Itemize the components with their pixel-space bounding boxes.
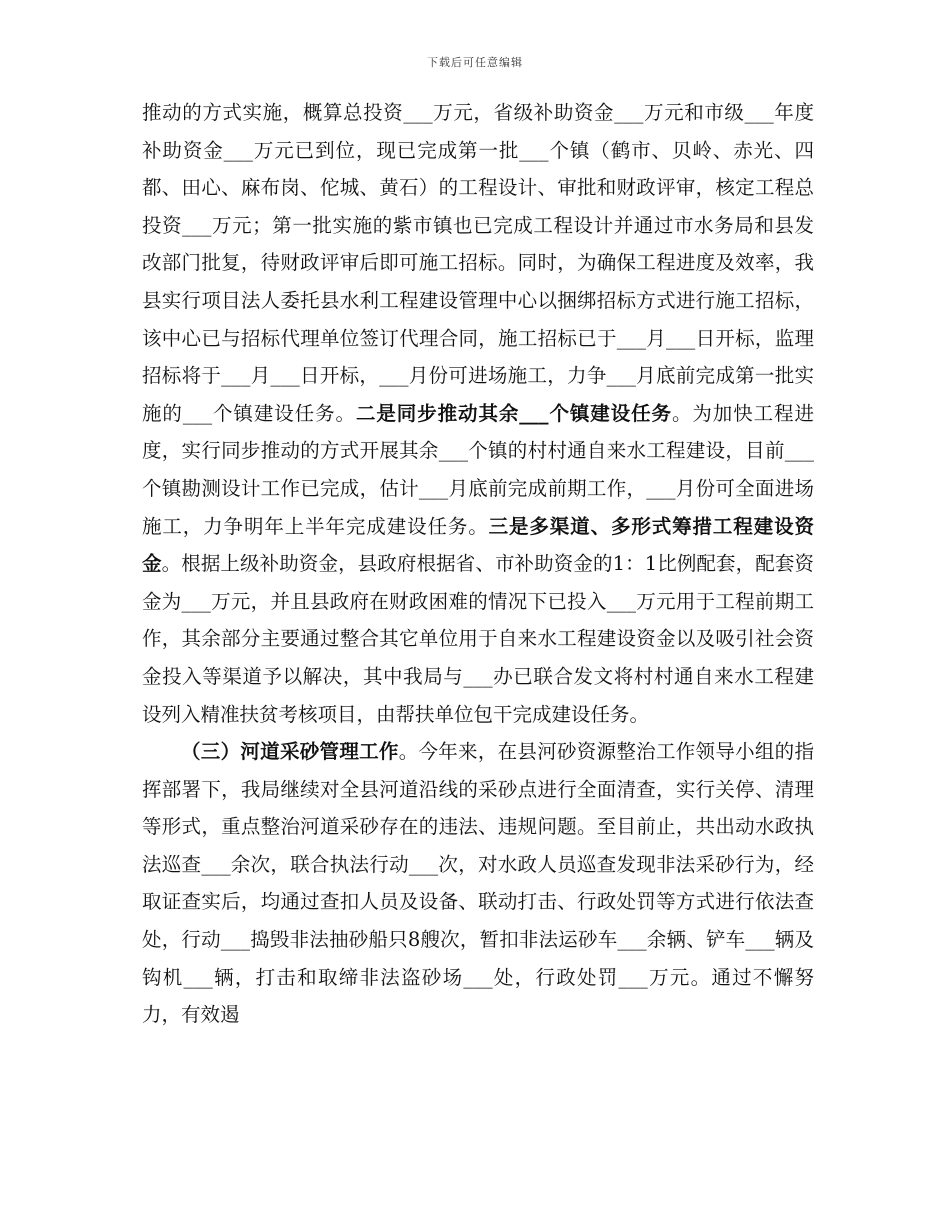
paragraph-text: 推动的方式实施，概算总投资___万元，省级补助资金___万元和市级___年度补助资金___万元已到位，现已完成第一批___个镇（鹤市、贝岭、赤光、四都、田心、麻布岗、佗城、黄石）的工程设计、审批和财政评审，核定工程总投资___万元；第一批实施的紫市镇也已完成工程设计并通过市水务局和县发改部门批复，待财政评审后即可施工招标。同时，为确保工程进度及效率，我县实行项目法人委托县水利工程建设管理中心以捆绑招标方式进行施工招标，该中心已与招标代理单位签订代理合同，施工招标已于___月___日开标，监理招标将于___月___日开标，___月份可进场施工，力争___月底前完成第一批实施的___个镇建设任务。 xyxy=(142,101,814,425)
paragraph-text: 。今年来，在县河砂资源整治工作领导小组的指挥部署下，我局继续对全县河道沿线的采砂点进行全面清查，实行关停、清理等形式，重点整治河道采砂存在的违法、违规问题。至目前止，共出动水政执法巡查___余次，联合执法行动___次，对水政人员巡查发现非法采砂行为，经取证查实后，均通过查扣人员及设备、联动打击、行政处罚等方式进行依法查处，行动___捣毁非法抽砂船只8艘次，暂扣非法运砂车___余辆、铲车___辆及钩机___辆，打击和取缔非法盗砂场___处，行政处罚___万元。通过不懈努力，有效遏 xyxy=(142,740,814,1027)
paragraph-text: 。根据上级补助资金，县政府根据省、市补助资金的1：1比例配套，配套资金为___万元，并且县政府在财政困难的情况下已投入___万元用于工程前期工作，其余部分主要通过整合其它单位用于自来水工程建设资金以及吸引社会资金投入等渠道予以解决，其中我局与___办已联合发文将村村通自来水工程建设列入精准扶贫考核项目，由帮扶单位包干完成建设任务。 xyxy=(142,552,814,726)
paragraph-river-sand-management xyxy=(142,733,814,1034)
paragraph-text: 。为加快工程进度，实行同步推动的方式开展其余___个镇的村村通自来水工程建设，目前___个镇勘测设计工作已完成，估计___月底前完成前期工作，___月份可全面进场施工，力争明年上半年完成建设任务。 xyxy=(142,401,814,538)
section-heading-three: （三）河道采砂管理工作 xyxy=(181,740,399,764)
bold-point-two: 二是同步推动其余___个镇建设任务 xyxy=(355,401,672,425)
paragraph-rural-water-project xyxy=(142,94,814,733)
bold-point-three: 三是多渠道、多形式筹措工程建设资金 xyxy=(142,514,814,576)
document-body xyxy=(142,94,814,1034)
page-header: 下载后可任意编辑 xyxy=(427,56,523,69)
